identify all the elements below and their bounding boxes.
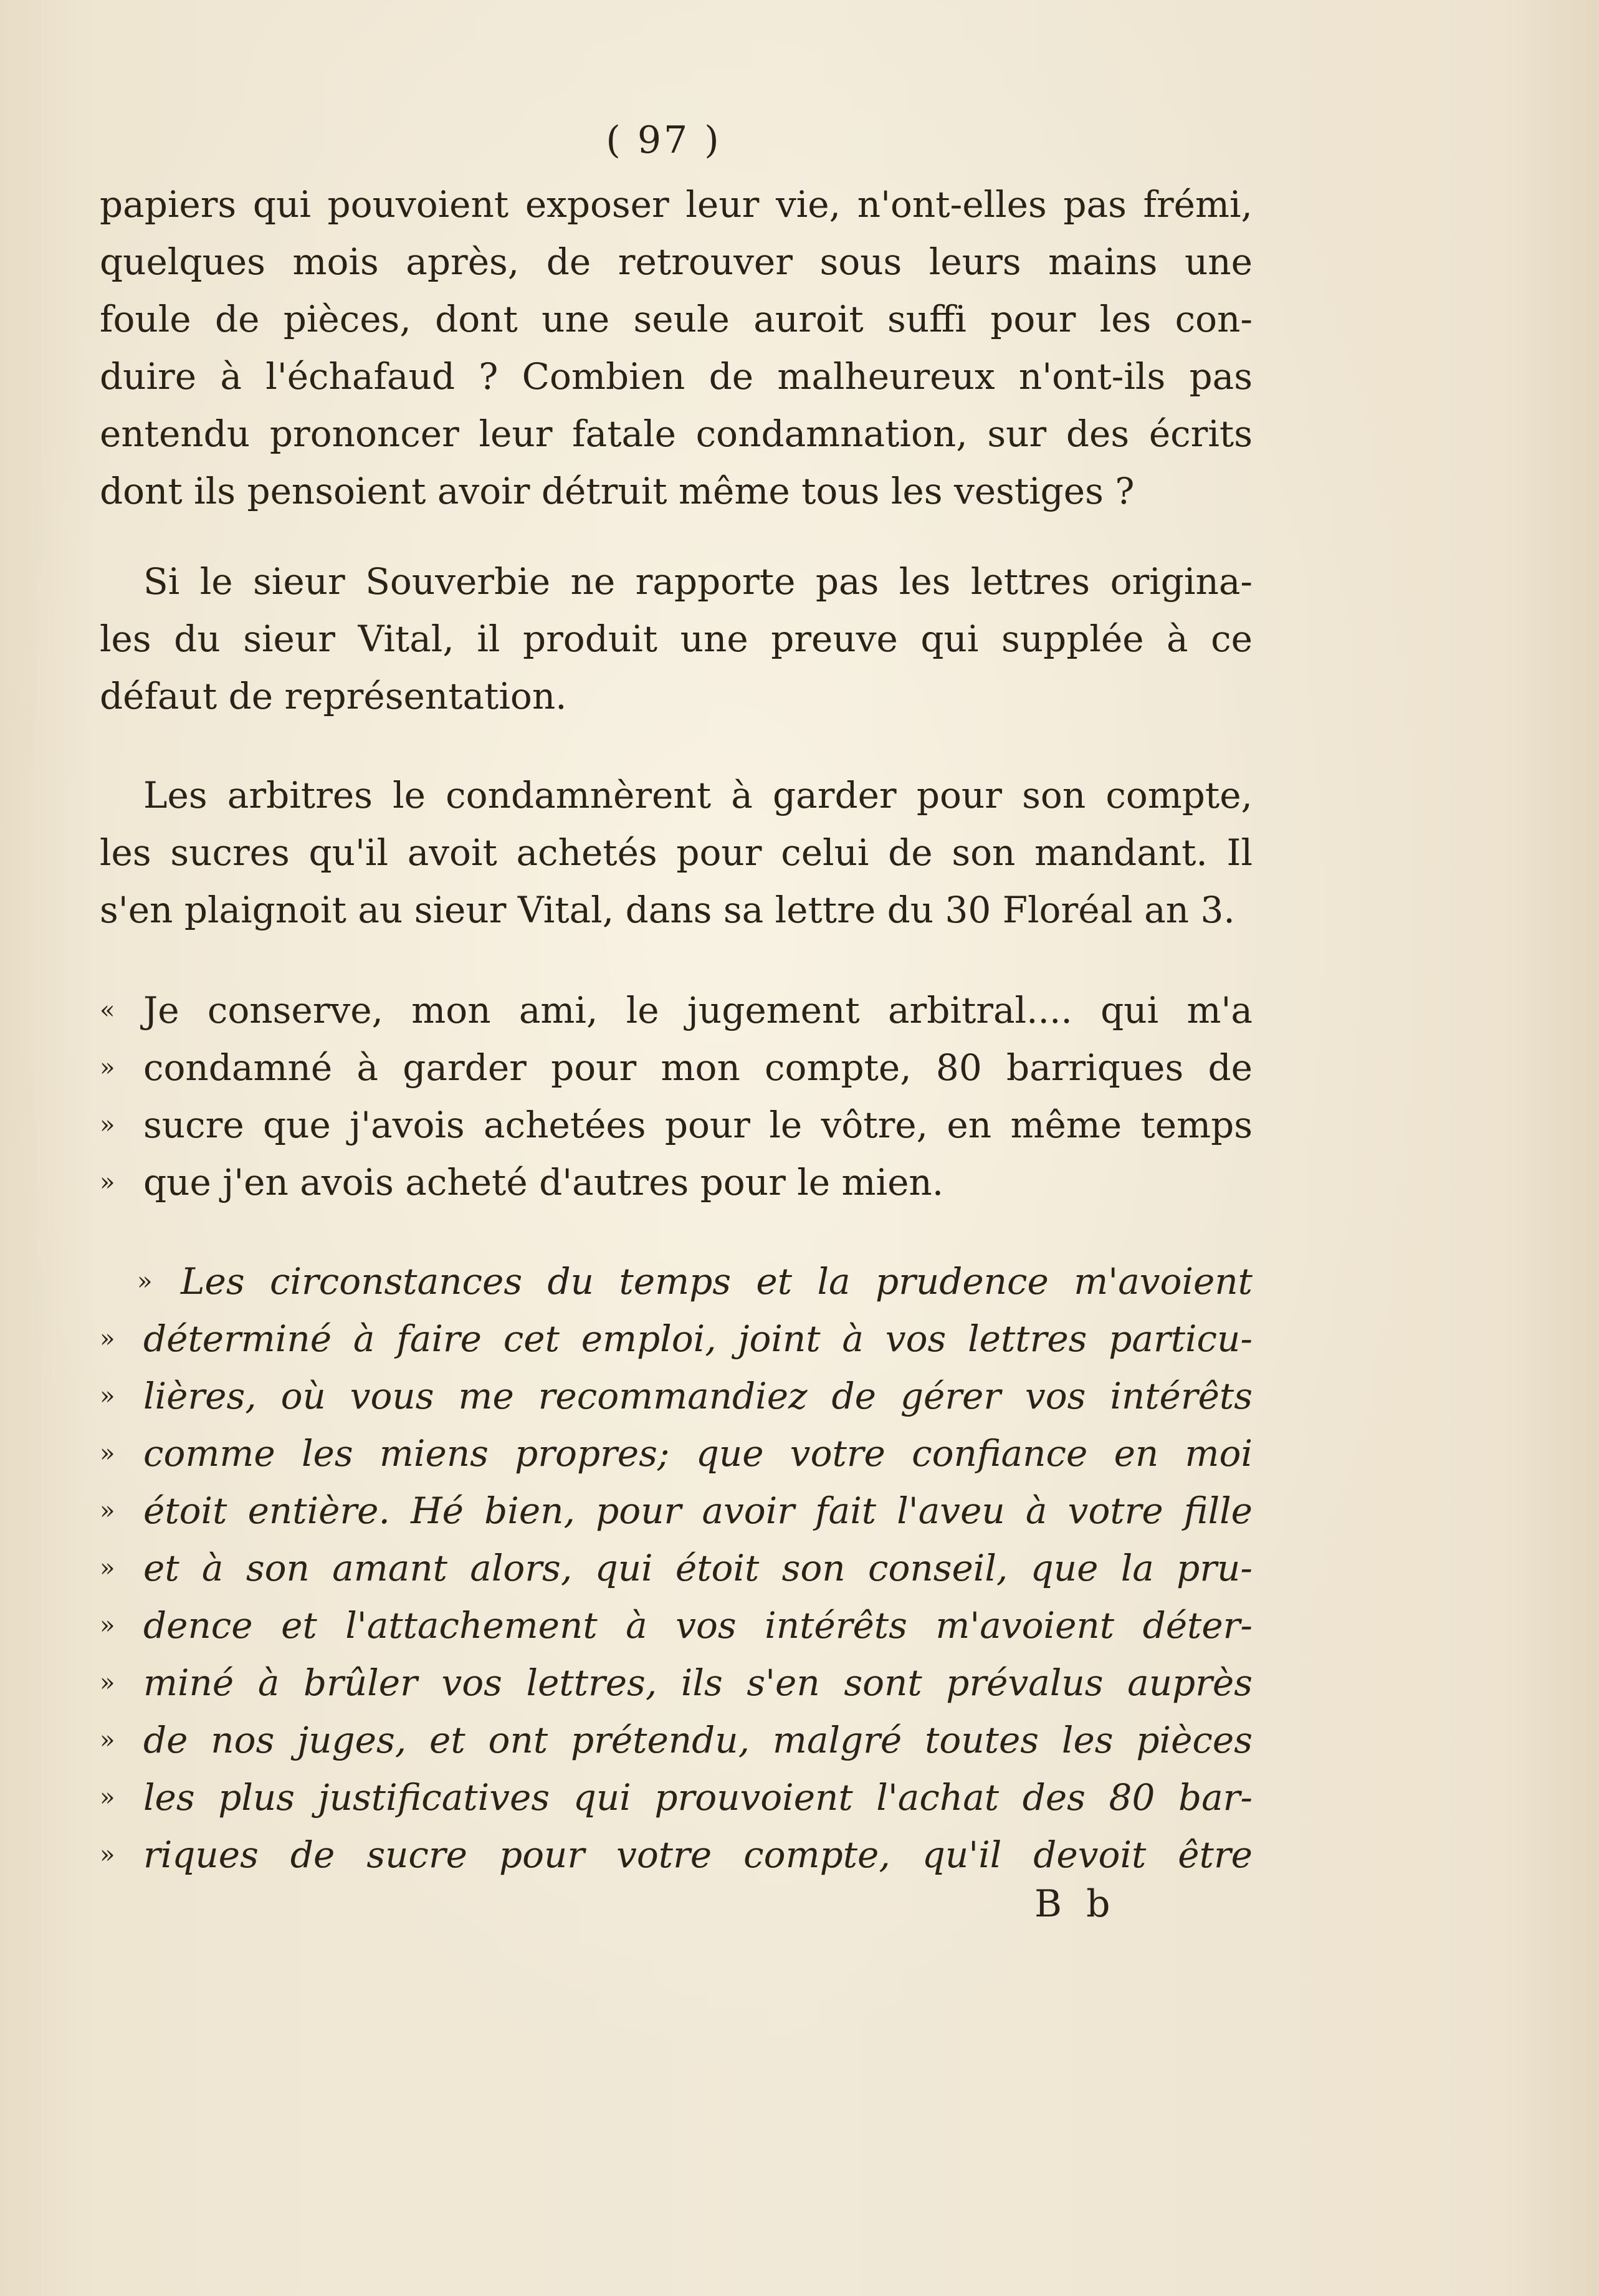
text-line: Les arbitres le condamnèrent à garder pour son compte, xyxy=(143,774,1253,816)
quote-line xyxy=(100,982,1253,1039)
quote-line xyxy=(100,1154,1253,1211)
quote-line xyxy=(100,1039,1253,1096)
quote-text: riques de sucre pour votre compte, qu'il devoit être xyxy=(143,1834,1253,1876)
quote-text: et à son amant alors, qui étoit son conseil, que la pru- xyxy=(143,1547,1253,1589)
quote-line xyxy=(100,1711,1253,1769)
quote-line xyxy=(100,1253,1253,1310)
quote-mark: » xyxy=(100,1324,115,1353)
quote-mark: » xyxy=(100,1783,115,1812)
quotation-roman xyxy=(100,982,1253,1211)
quotation-italic xyxy=(100,1253,1253,1883)
quote-mark: » xyxy=(100,1554,115,1582)
quote-mark: « xyxy=(100,996,115,1025)
quote-mark: » xyxy=(100,1611,115,1640)
quote-mark: » xyxy=(100,1726,115,1754)
text-line: quelques mois après, de retrouver sous leurs mains une xyxy=(100,241,1253,283)
text-line: dont ils pensoient avoir détruit même tous les vestiges ? xyxy=(100,470,1135,512)
quote-text: Les circonstances du temps et la prudence m'avoient xyxy=(181,1260,1253,1303)
signature-mark: B b xyxy=(1034,1882,1117,1926)
paragraph-2 xyxy=(100,553,1253,725)
text-line: duire à l'échafaud ? Combien de malheureux n'ont-ils pas xyxy=(100,355,1253,398)
text-line: papiers qui pouvoient exposer leur vie, n'ont-elles pas frémi, xyxy=(100,183,1253,226)
quote-mark: » xyxy=(100,1053,115,1082)
quote-mark: » xyxy=(100,1111,115,1139)
quote-line xyxy=(100,1826,1253,1883)
text-line: les sucres qu'il avoit achetés pour celui de son mandant. Il xyxy=(100,831,1253,874)
text-line: Si le sieur Souverbie ne rapporte pas les lettres origina- xyxy=(143,560,1253,603)
quote-mark: » xyxy=(100,1668,115,1697)
text-line: s'en plaignoit au sieur Vital, dans sa lettre du 30 Floréal an 3. xyxy=(100,889,1235,931)
page-number: ( 97 ) xyxy=(606,118,722,162)
quote-text: les plus justificatives qui prouvoient l'achat des 80 bar- xyxy=(143,1776,1253,1819)
text-line: défaut de représentation. xyxy=(100,675,567,717)
quote-text: dence et l'attachement à vos intérêts m'avoient déter- xyxy=(143,1604,1253,1647)
quote-line xyxy=(100,1425,1253,1482)
text-line: foule de pièces, dont une seule auroit suffi pour les con- xyxy=(100,298,1253,340)
text-line: les du sieur Vital, il produit une preuve qui supplée à ce xyxy=(100,618,1253,660)
quote-line xyxy=(100,1096,1253,1154)
quote-line xyxy=(100,1367,1253,1425)
quote-text: que j'en avois acheté d'autres pour le mien. xyxy=(143,1161,944,1203)
quote-line xyxy=(100,1482,1253,1539)
quote-mark: » xyxy=(100,1496,115,1525)
quote-line xyxy=(100,1597,1253,1654)
quote-text: miné à brûler vos lettres, ils s'en sont prévalus auprès xyxy=(143,1662,1253,1704)
quote-text: lières, où vous me recommandiez de gérer vos intérêts xyxy=(143,1375,1253,1417)
quote-text: sucre que j'avois achetées pour le vôtre, en même temps xyxy=(143,1104,1253,1146)
quote-text: de nos juges, et ont prétendu, malgré toutes les pièces xyxy=(143,1719,1253,1761)
paragraph-3 xyxy=(100,767,1253,939)
quote-text: étoit entière. Hé bien, pour avoir fait l'aveu à votre fille xyxy=(143,1490,1253,1532)
quote-mark: » xyxy=(100,1168,115,1197)
quote-mark: » xyxy=(100,1382,115,1410)
quote-text: condamné à garder pour mon compte, 80 barriques de xyxy=(143,1046,1253,1089)
quote-mark: » xyxy=(100,1439,115,1468)
quote-text: déterminé à faire cet emploi, joint à vos lettres particu- xyxy=(143,1318,1253,1360)
quote-line xyxy=(100,1310,1253,1367)
text-line: entendu prononcer leur fatale condamnation, sur des écrits xyxy=(100,413,1253,455)
quote-line xyxy=(100,1769,1253,1826)
quote-mark: » xyxy=(100,1840,115,1869)
paragraph-1 xyxy=(100,176,1253,520)
quote-mark: » xyxy=(137,1267,153,1296)
quote-line xyxy=(100,1539,1253,1597)
quote-text: Je conserve, mon ami, le jugement arbitral.... qui m'a xyxy=(143,989,1253,1031)
quote-line xyxy=(100,1654,1253,1711)
quote-text: comme les miens propres; que votre confiance en moi xyxy=(143,1432,1253,1475)
